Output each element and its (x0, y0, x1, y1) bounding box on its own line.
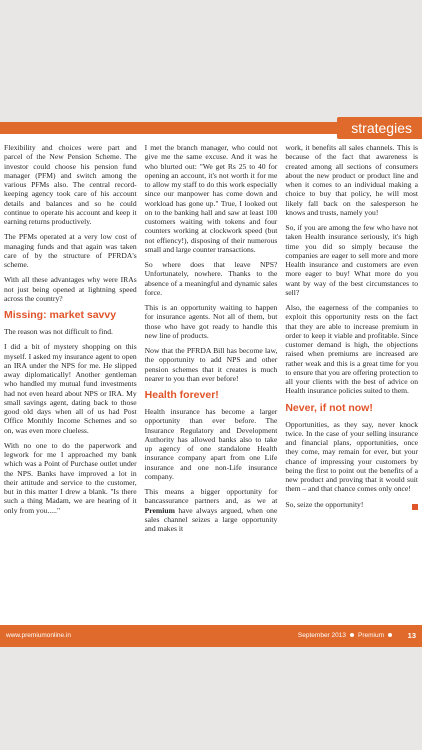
section-label: strategies (337, 117, 422, 139)
column-3 (285, 143, 418, 613)
text-run: have always argued, when one sales channel seizes a large opportunity and makes it (144, 505, 278, 533)
subheading-never-if-not-now: Never, if not now! (285, 401, 373, 414)
paragraph: So where does that leave NPS? Unfortunately, nowhere. Thanks to the absence of a meaningful and dynamic sales force. (144, 260, 278, 297)
paragraph: This is an opportunity waiting to happen for insurance agents. Not all of them, but those who have got ready to handle this new line of products. (144, 303, 278, 340)
column-1 (4, 143, 137, 613)
closing-line: So, seize the opportunity! (285, 499, 364, 509)
paragraph: Also, the eagerness of the companies to exploit this opportunity rests on the fact that they are able to increase premium in order to keep it viable and profitable. Since customer demand is high, the objections raised when premiums are increased are rather weak and this is a great time for you to ensure that you are offering protection to all your clients with the best of advice on Health insurance policies suited to them. (285, 303, 419, 396)
paragraph: I did a bit of mystery shopping on this myself. I asked my insurance agent to open an IRA under the NPS for me. He slipped away diplomatically! Another gentleman who handled my mutual fund investments had not even heard about NPS or IRA. My small savings agent, dating back to those good old days when all of us had Post Office Monthly Income Schemes and so on, was even more clueless. (4, 342, 137, 435)
paragraph: Now that the PFRDA Bill has become law, the opportunity to add NPS and other pension schemes that it creates is much nearer to you than ever before! (144, 346, 278, 383)
brand-name: Premium (144, 505, 175, 515)
bullet-icon (350, 633, 354, 637)
column-2 (145, 143, 278, 613)
issue-date: September 2013 (297, 632, 346, 639)
footer-meta (298, 625, 396, 647)
paragraph: Opportunities, as they say, never knock twice. In the case of your selling insurance and financial plans, opportunities, once they come, may remain for ever, but your chance of impressing your customers by being the first to point out the benefits of a new product and proving that it would suit them – and that chance comes only once! (285, 419, 419, 494)
subheading-health-forever: Health forever! (144, 389, 219, 401)
paragraph (145, 487, 278, 533)
footer-url: www.premiumonline.in (6, 632, 72, 639)
article-columns (4, 143, 418, 613)
paragraph: I met the branch manager, who could not give me the same excuse. And it was he who blurted out: "We get Rs 25 to 40 for opening an account, it's not worth it for me to allow my staff to do this work especially since our manpower has come down and workload has gone up." True, I looked out on to the banking hall and saw at least 100 customers waiting with tokens and four counters working at clockwork speed (but not effiency!), disposing of their numerous small and large counter transactions. (144, 143, 278, 254)
paragraph: The PFMs operated at a very low cost of managing funds and that again was taken care of by the structure of PFRDA's scheme. (4, 232, 137, 269)
paragraph: The reason was not difficult to find. (4, 327, 113, 336)
paragraph: Flexibility and choices were part and parcel of the New Pension Scheme. The investor could choose his pension fund manager (PFM) and switch among the various PFMs also. The central record-keeping agency took care of his account details and balances and so he could continue to operate his account and keep it earning returns productively. (4, 143, 137, 226)
text-run: This means a bigger opportunity for bancassurance partners and, as we at (144, 487, 278, 506)
magazine-name: Premium (357, 632, 384, 639)
subheading-missing-market-savvy: Missing: market savvy (4, 309, 117, 321)
top-margin (0, 0, 422, 122)
bullet-icon (388, 633, 392, 637)
page-number: 13 (407, 631, 416, 640)
paragraph: work, it benefits all sales channels. This is because of the fact that awareness is created among all sections of consumers about the new product or product line and when it comes to an individual making a choice to buy that policy, he will most likely fall back on the salesperson he knows and trusts, namely you! (285, 143, 419, 217)
paragraph: With no one to do the paperwork and legwork for me I approached my bank which was a Point of Purchase outlet under the NPS. Banks have improved a lot in their attitude and service to the customer, but in this matter I drew a blank. "Is there such a thing Madam, we are hearing of it only from you....." (4, 440, 137, 515)
paragraph: Health insurance has become a larger opportunity than ever before. The Insurance Regulatory and Development Authority has allowed banks also to take up agency of one standalone Health insurance company apart from one Life insurance and one non-Life insurance company. (144, 407, 278, 481)
magazine-page (0, 122, 422, 647)
paragraph: So, if you are among the few who have not taken Health insurance seriously, it's high time you did so simply because the companies are eager to sell more and more Health insurance and customers are even more eager to buy! What more do you want by way of the best circumstances to sell? (285, 223, 419, 297)
paragraph: With all these advantages why were IRAs not just being opened at lightning speed across the country? (4, 275, 137, 303)
bottom-margin (0, 647, 422, 750)
end-of-article-icon (412, 504, 418, 510)
paragraph (285, 500, 418, 509)
page-footer (0, 625, 422, 647)
